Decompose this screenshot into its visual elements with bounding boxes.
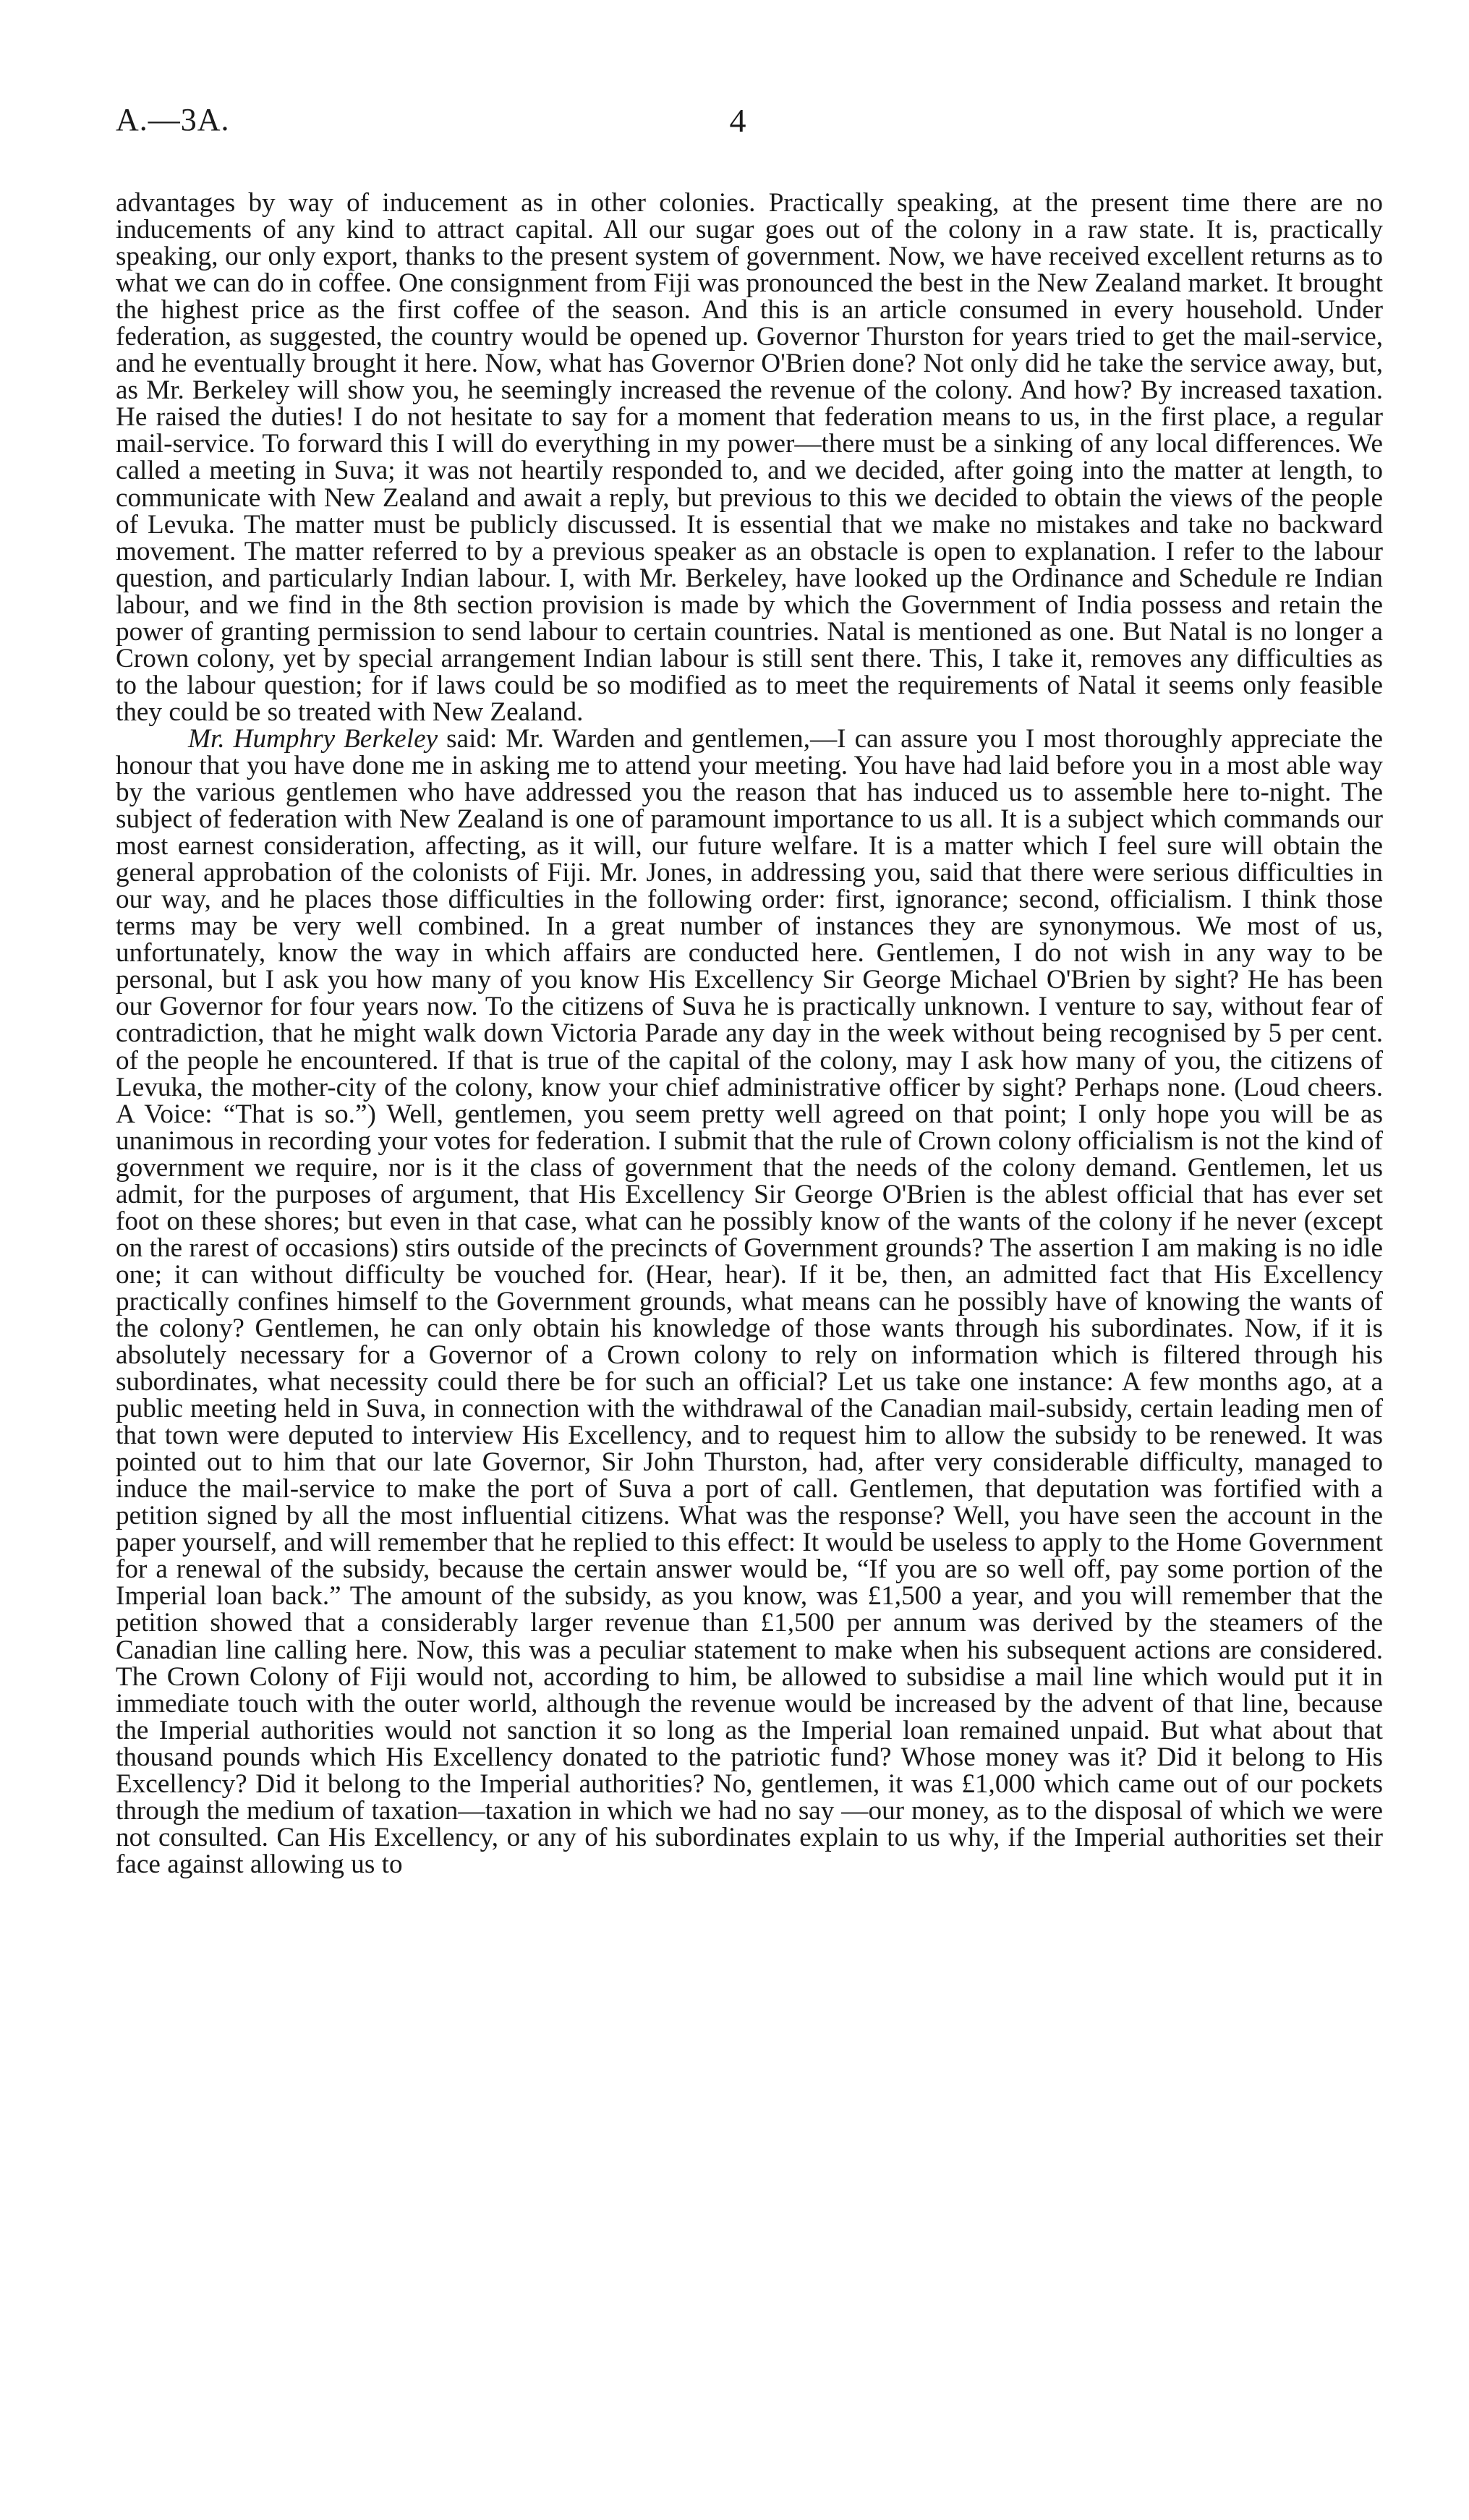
page-number: 4 <box>729 102 746 139</box>
paragraph-text: said: Mr. Warden and gentlemen,—I can assure you I most thoroughly appreciate the honour that you have done me in asking me to attend your meeting. You have had laid before you in a most able way by the various gentlemen who have addressed you the reason that has induced us to assemble here to-night. The subject of federation with New Zealand is one of paramount importance to us all. It is a subject which commands our most earnest consideration, affecting, as it will, our future welfare. It is a matter which I feel sure will obtain the general approbation of the colonists of Fiji. Mr. Jones, in addressing you, said that there were serious difficulties in our way, and he places those difficulties in the following order: first, ignorance; second, officialism. I think those terms may be very well combined. In a great number of instances they are synonymous. We most of us, unfortunately, know the way in which affairs are conducted here. Gentlemen, I do not wish in any way to be personal, but I ask you how many of you know His Excellency Sir George Michael O'Brien by sight? He has been our Governor for four years now. To the citizens of Suva he is practically unknown. I venture to say, without fear of contradiction, that he might walk down Victoria Parade any day in the week without being recognised by 5 per cent. of the people he encountered. If that is true of the capital of the colony, may I ask how many of you, the citizens of Levuka, the mother-city of the colony, know your chief administrative officer by sight? Perhaps none. (Loud cheers. A Voice: “That is so.”) Well, gentlemen, you seem pretty well agreed on that point; I only hope you will be as unanimous in recording your votes for federation. I submit that the rule of Crown colony officialism is not the kind of government we require, nor is it the class of government that the needs of the colony demand. Gentlemen, let us admit, for the purposes of argument, that His Excellency Sir George O'Brien is the ablest official that has ever set foot on these shores; but even in that case, what can he possibly know of the wants of the colony if he never (except on the rarest of occasions) stirs outside of the precincts of Government grounds? The assertion I am making is no idle one; it can without difficulty be vouched for. (Hear, hear). If it be, then, an admitted fact that His Excellency practically confines himself to the Government grounds, what means can he possibly have of knowing the wants of the colony? Gentlemen, he can only obtain his knowledge of those wants through his subordinates. Now, if it is absolutely necessary for a Governor of a Crown colony to rely on information which is filtered through his subordinates, what necessity could there be for such an official? Let us take one instance: A few months ago, at a public meeting held in Suva, in connection with the withdrawal of the Canadian mail-subsidy, certain leading men of that town were deputed to interview His Excellency, and to request him to allow the subsidy to be renewed. It was pointed out to him that our late Governor, Sir John Thurston, had, after very considerable difficulty, managed to induce the mail-service to make the port of Suva a port of call. Gentlemen, that deputation was fortified with a petition signed by all the most influential citizens. What was the response? Well, you have seen the account in the paper yourself, and will remember that he replied to this effect: It would be useless to apply to the Home Government for a renewal of the subsidy, because the certain answer would be, “If you are so well off, pay some portion of the Imperial loan back.” The amount of the subsidy, as you know, was £1,500 a year, and you will remember that the petition showed that a considerably larger revenue than £1,500 per annum was derived by the steamers of the Canadian line calling here. Now, this was a peculiar statement to make when his subsequent actions are considered. The Crown Colony of Fiji would not, according to him, be allowed to subsidise a mail line which would put it in immediate touch with the outer world, although the revenue would be increased by the advent of that line, because the Imperial authorities would not sanction it so long as the Imperial loan remained unpaid. But what about that thousand pounds which His Excellency donated to the patriotic fund? Whose money was it? Did it belong to His Excellency? Did it belong to the Imperial authorities? No, gentlemen, it was £1,000 which came out of our pockets through the medium of taxation—taxation in which we had no say —our money, as to the disposal of which we were not consulted. Can His Excellency, or any of his subordinates explain to us why, if the Imperial authorities set their face against allowing us to <box>116 723 1384 1879</box>
paragraph-continuation <box>116 190 1383 725</box>
body-text <box>116 190 1383 1878</box>
paragraph-berkeley-speech <box>116 725 1383 1878</box>
paragraph-text: advantages by way of inducement as in other colonies. Practically speaking, at the present time there are no inducements of any kind to attract capital. All our sugar goes out of the colony in a raw state. It is, practically speaking, our only export, thanks to the present system of government. Now, we have received excellent returns as to what we can do in coffee. One consignment from Fiji was pronounced the best in the New Zealand market. It brought the highest price as the first coffee of the season. And this is an article consumed in every household. Under federation, as suggested, the country would be opened up. Governor Thurston for years tried to get the mail-service, and he eventually brought it here. Now, what has Governor O'Brien done? Not only did he take the service away, but, as Mr. Berkeley will show you, he seemingly increased the revenue of the colony. And how? By increased taxation. He raised the duties! I do not hesitate to say for a moment that federation means to us, in the first place, a regular mail-service. To forward this I will do everything in my power—there must be a sinking of any local differences. We called a meeting in Suva; it was not heartily responded to, and we decided, after going into the matter at length, to communicate with New Zealand and await a reply, but previous to this we decided to obtain the views of the people of Levuka. The matter must be publicly discussed. It is essential that we make no mistakes and take no backward movement. The matter referred to by a previous speaker as an obstacle is open to explanation. I refer to the labour question, and particularly Indian labour. I, with Mr. Berkeley, have looked up the Ordinance and Schedule re Indian labour, and we find in the 8th section provision is made by which the Government of India possess and retain the power of granting permission to send labour to certain countries. Natal is mentioned as one. But Natal is no longer a Crown colony, yet by special arrangement Indian labour is still sent there. This, I take it, removes any difficulties as to the labour question; for if laws could be so modified as to meet the requirements of Natal it seems only feasible they could be so treated with New Zealand. <box>116 188 1383 727</box>
document-reference: A.—3A. <box>116 102 230 137</box>
speaker-name: Mr. Humphry Berkeley <box>188 723 438 754</box>
page-header <box>116 101 1360 152</box>
